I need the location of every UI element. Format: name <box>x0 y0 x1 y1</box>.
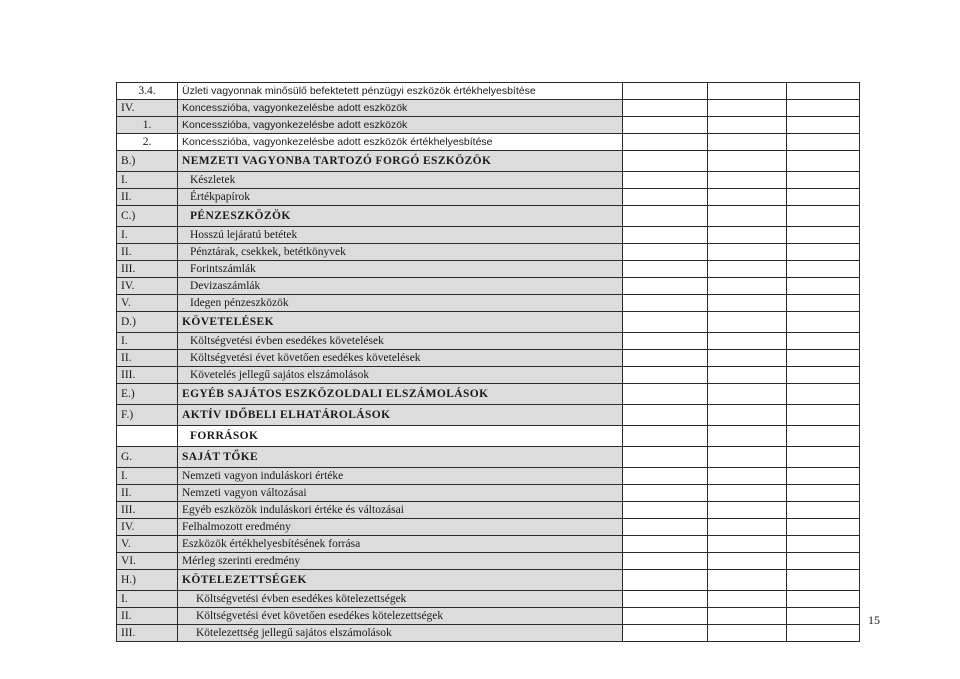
value-cell-3 <box>787 227 860 244</box>
value-cell-1 <box>623 295 708 312</box>
row-label: Költségvetési évet követően esedékes követelések <box>178 350 623 367</box>
row-code: III. <box>117 367 178 384</box>
row-code: 2. <box>117 134 178 151</box>
value-cell-3 <box>787 536 860 553</box>
table-row <box>117 502 860 519</box>
value-cell-2 <box>708 83 787 100</box>
value-cell-2 <box>708 468 787 485</box>
row-code: III. <box>117 502 178 519</box>
value-cell-2 <box>708 519 787 536</box>
value-cell-2 <box>708 244 787 261</box>
row-code: G. <box>117 447 178 468</box>
row-code: H.) <box>117 570 178 591</box>
row-code: III. <box>117 625 178 642</box>
row-code: I. <box>117 468 178 485</box>
value-cell-1 <box>623 261 708 278</box>
row-code: D.) <box>117 312 178 333</box>
value-cell-2 <box>708 591 787 608</box>
row-code: 1. <box>117 117 178 134</box>
value-cell-2 <box>708 350 787 367</box>
table-row <box>117 625 860 642</box>
value-cell-2 <box>708 206 787 227</box>
row-code: II. <box>117 608 178 625</box>
table-row <box>117 447 860 468</box>
row-label: EGYÉB SAJÁTOS ESZKÖZOLDALI ELSZÁMOLÁSOK <box>178 384 623 405</box>
value-cell-3 <box>787 426 860 447</box>
table-row <box>117 608 860 625</box>
value-cell-3 <box>787 468 860 485</box>
table-row <box>117 278 860 295</box>
row-label: Üzleti vagyonnak minősülő befektetett pénzügyi eszközök értékhelyesbítése <box>178 83 623 100</box>
table-row <box>117 312 860 333</box>
row-label: Devizaszámlák <box>178 278 623 295</box>
table-row <box>117 519 860 536</box>
row-label: Költségvetési évben esedékes kötelezettségek <box>178 591 623 608</box>
table-row <box>117 405 860 426</box>
value-cell-2 <box>708 333 787 350</box>
table-row <box>117 468 860 485</box>
value-cell-3 <box>787 312 860 333</box>
value-cell-1 <box>623 519 708 536</box>
value-cell-2 <box>708 295 787 312</box>
value-cell-3 <box>787 485 860 502</box>
row-code: 3.4. <box>117 83 178 100</box>
row-code: IV. <box>117 278 178 295</box>
value-cell-3 <box>787 117 860 134</box>
value-cell-2 <box>708 426 787 447</box>
value-cell-3 <box>787 384 860 405</box>
row-code: I. <box>117 591 178 608</box>
value-cell-3 <box>787 447 860 468</box>
row-code <box>117 426 178 447</box>
row-label: Nemzeti vagyon változásai <box>178 485 623 502</box>
value-cell-1 <box>623 333 708 350</box>
value-cell-1 <box>623 591 708 608</box>
value-cell-3 <box>787 625 860 642</box>
row-label: Kötelezettség jellegű sajátos elszámolások <box>178 625 623 642</box>
value-cell-3 <box>787 591 860 608</box>
value-cell-1 <box>623 151 708 172</box>
value-cell-3 <box>787 608 860 625</box>
table-row <box>117 350 860 367</box>
value-cell-3 <box>787 295 860 312</box>
row-label: Felhalmozott eredmény <box>178 519 623 536</box>
value-cell-3 <box>787 405 860 426</box>
value-cell-3 <box>787 100 860 117</box>
row-code: I. <box>117 227 178 244</box>
value-cell-2 <box>708 278 787 295</box>
value-cell-2 <box>708 447 787 468</box>
table-row <box>117 134 860 151</box>
value-cell-2 <box>708 151 787 172</box>
value-cell-1 <box>623 83 708 100</box>
table-row <box>117 333 860 350</box>
value-cell-3 <box>787 333 860 350</box>
table-row <box>117 244 860 261</box>
row-code: IV. <box>117 519 178 536</box>
value-cell-1 <box>623 405 708 426</box>
value-cell-3 <box>787 244 860 261</box>
value-cell-2 <box>708 502 787 519</box>
value-cell-3 <box>787 134 860 151</box>
value-cell-2 <box>708 405 787 426</box>
page-number: 15 <box>868 613 880 627</box>
value-cell-3 <box>787 570 860 591</box>
value-cell-1 <box>623 426 708 447</box>
value-cell-2 <box>708 608 787 625</box>
table-row <box>117 83 860 100</box>
table-row <box>117 117 860 134</box>
forrasok-heading: FORRÁSOK <box>178 426 623 447</box>
value-cell-3 <box>787 502 860 519</box>
value-cell-2 <box>708 134 787 151</box>
table-row <box>117 189 860 206</box>
row-label: Egyéb eszközök induláskori értéke és változásai <box>178 502 623 519</box>
row-label: Koncesszióba, vagyonkezelésbe adott eszközök értékhelyesbítése <box>178 134 623 151</box>
balance-sheet-body <box>117 83 860 642</box>
table-row <box>117 485 860 502</box>
row-label: Koncesszióba, vagyonkezelésbe adott eszközök <box>178 100 623 117</box>
value-cell-3 <box>787 83 860 100</box>
balance-sheet-table <box>116 82 860 642</box>
value-cell-1 <box>623 570 708 591</box>
table-row <box>117 591 860 608</box>
table-row <box>117 536 860 553</box>
row-label: Nemzeti vagyon induláskori értéke <box>178 468 623 485</box>
value-cell-2 <box>708 117 787 134</box>
row-code: IV. <box>117 100 178 117</box>
value-cell-1 <box>623 206 708 227</box>
value-cell-1 <box>623 608 708 625</box>
value-cell-2 <box>708 625 787 642</box>
row-label: Költségvetési évet követően esedékes kötelezettségek <box>178 608 623 625</box>
table-row <box>117 295 860 312</box>
table-row <box>117 261 860 278</box>
row-label: Idegen pénzeszközök <box>178 295 623 312</box>
row-label: Költségvetési évben esedékes követelések <box>178 333 623 350</box>
row-code: VI. <box>117 553 178 570</box>
row-label: SAJÁT TŐKE <box>178 447 623 468</box>
row-label: Mérleg szerinti eredmény <box>178 553 623 570</box>
row-label: Pénztárak, csekkek, betétkönyvek <box>178 244 623 261</box>
table-row <box>117 570 860 591</box>
value-cell-2 <box>708 553 787 570</box>
value-cell-1 <box>623 134 708 151</box>
value-cell-2 <box>708 312 787 333</box>
value-cell-3 <box>787 189 860 206</box>
value-cell-3 <box>787 278 860 295</box>
value-cell-3 <box>787 519 860 536</box>
row-code: II. <box>117 189 178 206</box>
row-label: KÖTELEZETTSÉGEK <box>178 570 623 591</box>
value-cell-2 <box>708 172 787 189</box>
row-code: III. <box>117 261 178 278</box>
table-row <box>117 172 860 189</box>
row-code: II. <box>117 485 178 502</box>
value-cell-2 <box>708 536 787 553</box>
value-cell-1 <box>623 244 708 261</box>
value-cell-3 <box>787 172 860 189</box>
table-row <box>117 206 860 227</box>
row-label: KÖVETELÉSEK <box>178 312 623 333</box>
value-cell-1 <box>623 553 708 570</box>
table-row <box>117 384 860 405</box>
row-label: AKTÍV IDŐBELI ELHATÁROLÁSOK <box>178 405 623 426</box>
row-code: I. <box>117 172 178 189</box>
value-cell-1 <box>623 312 708 333</box>
row-label: Eszközök értékhelyesbítésének forrása <box>178 536 623 553</box>
table-row <box>117 553 860 570</box>
row-label: Hosszú lejáratú betétek <box>178 227 623 244</box>
table-row <box>117 100 860 117</box>
table-row <box>117 151 860 172</box>
row-code: II. <box>117 244 178 261</box>
row-label: Követelés jellegű sajátos elszámolások <box>178 367 623 384</box>
row-label: Forintszámlák <box>178 261 623 278</box>
value-cell-1 <box>623 350 708 367</box>
row-label: Készletek <box>178 172 623 189</box>
value-cell-1 <box>623 189 708 206</box>
row-label: PÉNZESZKÖZÖK <box>178 206 623 227</box>
value-cell-3 <box>787 151 860 172</box>
value-cell-1 <box>623 227 708 244</box>
value-cell-3 <box>787 553 860 570</box>
value-cell-1 <box>623 100 708 117</box>
row-code: V. <box>117 536 178 553</box>
value-cell-2 <box>708 570 787 591</box>
value-cell-1 <box>623 278 708 295</box>
value-cell-3 <box>787 261 860 278</box>
value-cell-1 <box>623 485 708 502</box>
row-code: C.) <box>117 206 178 227</box>
row-code: B.) <box>117 151 178 172</box>
row-code: I. <box>117 333 178 350</box>
row-label: Koncesszióba, vagyonkezelésbe adott eszközök <box>178 117 623 134</box>
row-label: NEMZETI VAGYONBA TARTOZÓ FORGÓ ESZKÖZÖK <box>178 151 623 172</box>
row-label: Értékpapírok <box>178 189 623 206</box>
value-cell-2 <box>708 367 787 384</box>
row-code: II. <box>117 350 178 367</box>
row-code: V. <box>117 295 178 312</box>
value-cell-1 <box>623 117 708 134</box>
value-cell-2 <box>708 384 787 405</box>
table-row <box>117 367 860 384</box>
row-code: F.) <box>117 405 178 426</box>
value-cell-2 <box>708 261 787 278</box>
row-code: E.) <box>117 384 178 405</box>
section-heading-row <box>117 426 860 447</box>
value-cell-1 <box>623 172 708 189</box>
value-cell-2 <box>708 189 787 206</box>
value-cell-1 <box>623 625 708 642</box>
value-cell-1 <box>623 502 708 519</box>
value-cell-3 <box>787 367 860 384</box>
value-cell-1 <box>623 367 708 384</box>
table-row <box>117 227 860 244</box>
value-cell-2 <box>708 227 787 244</box>
value-cell-1 <box>623 536 708 553</box>
value-cell-1 <box>623 447 708 468</box>
value-cell-3 <box>787 206 860 227</box>
value-cell-1 <box>623 468 708 485</box>
value-cell-3 <box>787 350 860 367</box>
value-cell-2 <box>708 485 787 502</box>
value-cell-1 <box>623 384 708 405</box>
value-cell-2 <box>708 100 787 117</box>
